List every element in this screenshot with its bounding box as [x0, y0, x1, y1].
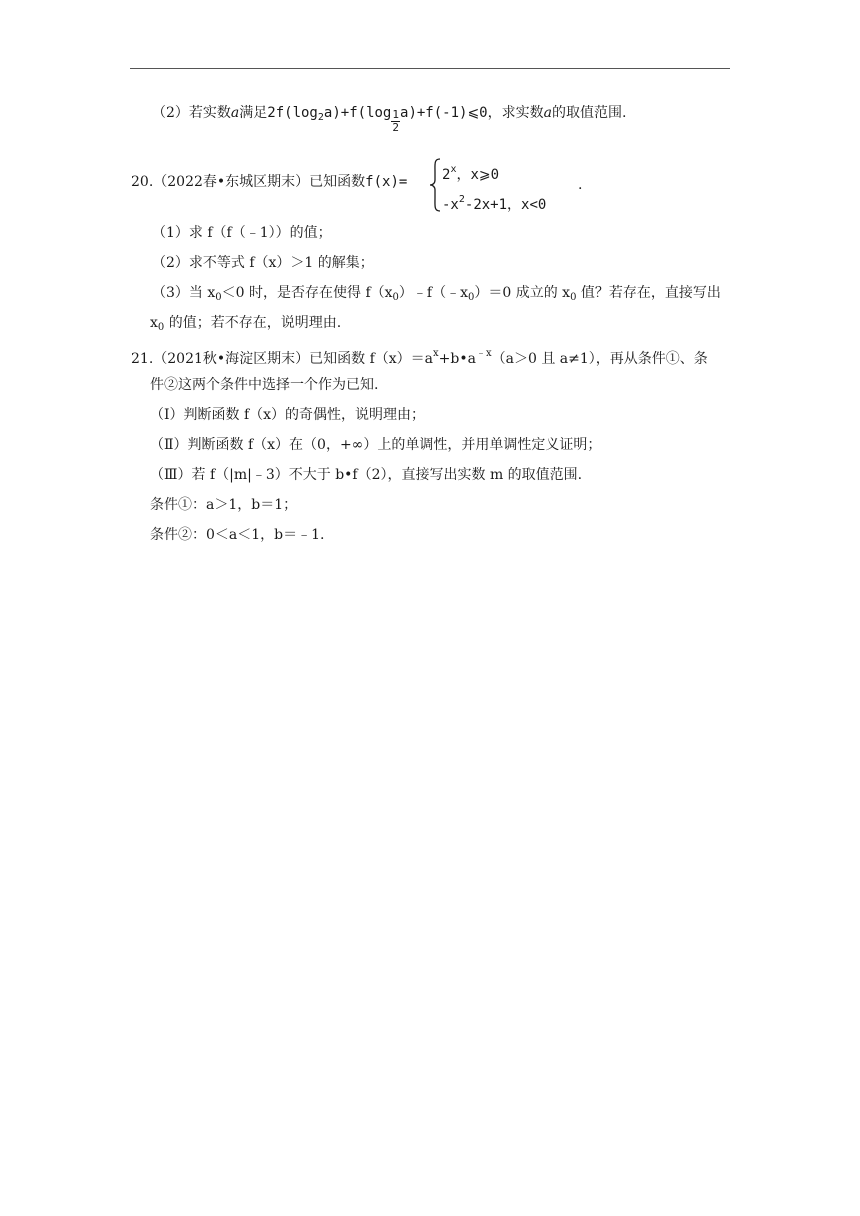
q20-p3-sub3: 0 — [467, 292, 475, 303]
q19-part2-prefix: （2）若实数 — [152, 105, 231, 121]
q20-p3-e: 值？若存在，直接写出 — [576, 285, 721, 301]
q19-ask: ，求实数 — [487, 105, 544, 121]
q20-fx: f(x)= — [365, 174, 408, 190]
case1-cond: ，x⩾0 — [456, 167, 500, 183]
q19-frac-num: 1 — [392, 108, 399, 121]
q20-p3-sub2: 0 — [392, 292, 399, 303]
q20-p3-c: ）﹣f（﹣x — [398, 285, 468, 301]
case2-b: -2x+1，x<0 — [464, 197, 547, 213]
q19-rest: )+f(-1)⩽0 — [408, 105, 488, 121]
q19-log-base2: 2 — [317, 112, 324, 123]
q20-lead: 已知函数 — [309, 174, 366, 190]
q21-lead-line2: 件②这两个条件中选择一个作为已知. — [150, 377, 379, 393]
q20-p3-sub4: 0 — [570, 292, 577, 303]
q20-part3-line1 — [152, 284, 721, 307]
case2-exp: 2 — [458, 194, 465, 205]
q20-number: 20. — [131, 174, 154, 190]
q20-p3-d: ）＝0 成立的 x — [474, 285, 571, 301]
case2-a: -x — [442, 197, 459, 213]
q21-source: （2021秋•海淀区期末） — [153, 351, 310, 367]
q19-var-a2: a — [543, 105, 552, 121]
q19-2f: 2f — [267, 105, 285, 121]
piecewise-case-1 — [442, 161, 499, 184]
q20-p3-a: （3）当 x — [152, 285, 216, 301]
q20-p3-g: 的值；若不存在，说明理由. — [164, 315, 342, 331]
q19-log-base-half — [391, 109, 400, 134]
q20-part2: （2）求不等式 f（x）＞1 的解集； — [152, 255, 374, 271]
q19-satisfies: 满足 — [239, 105, 268, 121]
q19-log-arg1: a — [323, 105, 333, 121]
q20-end-dot: . — [578, 177, 583, 193]
q21-sup2: ﹣x — [475, 348, 492, 359]
q21-condition-2: 条件②：0＜a＜1，b＝﹣1. — [150, 527, 325, 543]
q21-lead-b: +b•a — [438, 351, 476, 367]
q19-ask-end: 的取值范围. — [551, 105, 627, 121]
q19-log1: log — [292, 105, 318, 121]
q21-part1: （Ⅰ）判断函数 f（x）的奇偶性，说明理由； — [150, 407, 426, 423]
q20-p3-sub1: 0 — [215, 292, 222, 303]
q19-var-a: a — [230, 105, 240, 121]
q19-inequality — [267, 105, 488, 134]
case1-base: 2 — [442, 167, 451, 183]
q21-lead-c: （a＞0 且 a≠1），再从条件①、条 — [491, 351, 708, 367]
q19-part2 — [152, 104, 626, 134]
q21-part2: （Ⅱ）判断函数 f（x）在（0，+∞）上的单调性，并用单调性定义证明； — [150, 437, 602, 453]
q20-p3-f: x — [150, 315, 158, 331]
q19-plus-f: )+f — [332, 105, 358, 121]
q21-condition-1: 条件①：a＞1，b＝1； — [150, 497, 298, 513]
q19-lparen1: ( — [284, 105, 293, 121]
q19-frac-den: 2 — [392, 121, 399, 134]
q20-p3-b: ＜0 时，是否存在使得 f（x — [221, 285, 393, 301]
piecewise-brace — [429, 158, 443, 212]
q19-log2: log — [366, 105, 392, 121]
q21-lead-a: 已知函数 f（x）＝a — [309, 351, 434, 367]
q20-part3-line2 — [150, 314, 341, 337]
piecewise-case-2 — [442, 191, 546, 214]
q20-header — [131, 173, 407, 191]
q21-number: 21. — [131, 351, 154, 367]
q21-header — [131, 345, 708, 368]
q20-source: （2022春•东城区期末） — [153, 174, 310, 190]
q20-part1: （1）求 f（f（﹣1））的值； — [152, 225, 332, 241]
q19-lparen2: ( — [357, 105, 367, 121]
case1-exp: x — [450, 164, 457, 175]
q21-part3: （Ⅲ）若 f（|m|﹣3）不大于 b•f（2），直接写出实数 m 的取值范围. — [150, 467, 583, 483]
q20-p3-sub5: 0 — [157, 322, 165, 333]
q21-sup1: x — [433, 348, 439, 359]
header-rule — [130, 68, 730, 69]
q19-log-arg2: a — [400, 105, 409, 121]
